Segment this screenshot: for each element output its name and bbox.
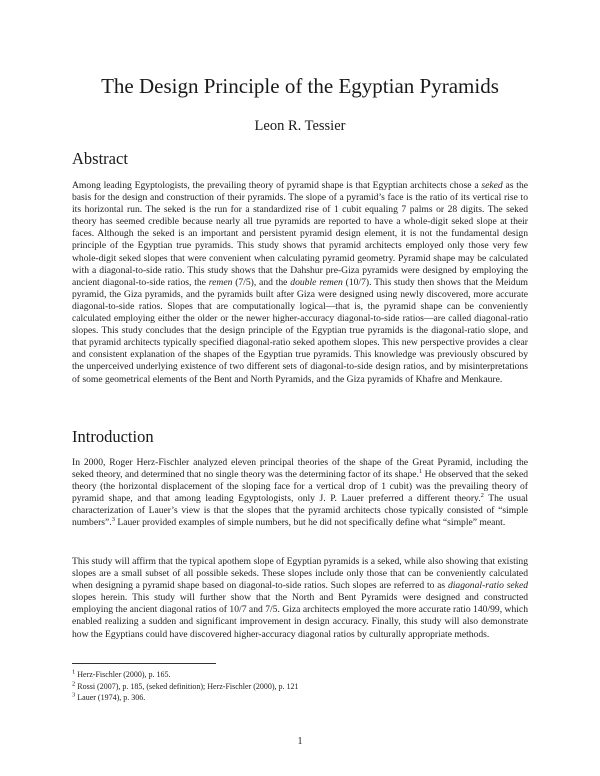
introduction-heading: Introduction: [72, 427, 154, 446]
introduction-paragraph-1: [72, 457, 528, 530]
text-run: Lauer provided examples of simple numbers, but he did not specifically define what “simple” meant.: [114, 517, 506, 529]
abstract-paragraph: [72, 180, 528, 386]
text-run: He observed that the seked theory (the horizontal displacement of the sloping face for a vertical drop of 1 cubit) was the prevailing theory of pyramid shape, and that among leading Egyptologists, only J. P. Lauer preferred a different theory.: [72, 469, 529, 505]
footnote-divider: [72, 663, 216, 664]
abstract-heading: Abstract: [72, 149, 128, 168]
footnote-ref[interactable]: 1: [418, 467, 423, 475]
footnote-ref[interactable]: 3: [111, 516, 115, 524]
page-number: 1: [297, 736, 303, 747]
text-run-italic: seked: [481, 180, 503, 191]
footnote-item: [72, 669, 528, 681]
footnote-text: Lauer (1974), p. 306.: [75, 693, 146, 703]
author-name: Leon R. Tessier: [254, 118, 346, 134]
text-run: Among leading Egyptologists, the prevailing theory of pyramid shape is that Egyptian architects chose a: [72, 180, 482, 191]
text-run: (7/5), and the: [232, 276, 291, 288]
footnote-item: [72, 681, 528, 693]
text-run: as the basis for the design and construction of their pyramids. The slope of a pyramid’s face is the ratio of its vertical rise to its horizontal run. The seked is the run for a standardized rise of 1 cubit equaling 7 palms or 28 digits. The seked theory has seemed credible because nearly all true pyramids are reported to have a whole-digit seked slope at their faces. Although the seked is an important and persistent pyramid design element, it is not the fundamental design principle of the Egyptian true pyramids. This study shows that pyramid architects employed only those very few whole-digit seked slopes that were convenient when calculating pyramid geometry. Pyramid shape may be calculated with a diagonal-to-side ratio. This study shows that the Dahshur pre-Giza pyramids were designed by employing the ancient diagonal-to-side ratios, the: [72, 180, 528, 288]
footnote-text: Rossi (2007), p. 185, (seked definition); Herz-Fischler (2000), p. 121: [75, 681, 299, 691]
footnote-number: 3: [72, 691, 76, 699]
document-title: The Design Principle of the Egyptian Pyramids: [101, 74, 499, 98]
footnote-item: [72, 692, 528, 704]
text-run: The usual characterization of Lauer’s view is that the slopes that the pyramid architects chose typically consisted of “simple numbers”.: [72, 493, 528, 529]
footnote-number: 2: [72, 679, 76, 687]
footnotes: [72, 669, 528, 704]
text-run: This study will affirm that the typical apothem slope of Egyptian pyramids is a seked, while also showing that existing slopes are a small subset of all possible sekeds. These slopes include only those that can be conveniently calculated when designing a pyramid shape based on diagonal-to-side ratios. Such slopes are referred to as: [72, 556, 528, 592]
text-run: (10/7). This study then shows that the Meidum pyramid, the Giza pyramids, and the pyramids built after Giza were designed using newly discovered, more accurate diagonal-to-side ratios. Slopes that are computationally logical—that is, the pyramid shape can be conveniently calculated employing either the older or the newer higher-accuracy diagonal-to-side ratios—are called diagonal-ratio slopes. This study concludes that the design principle of the Egyptian true pyramids is the diagonal-ratio slope, and that pyramid architects typically specified diagonal-ratio seked apothem slopes. This new perspective provides a clear and consistent explanation of the shapes of the Egyptian true pyramids. This knowledge was previously obscured by the unperceived underlying existence of two different sets of diagonal-to-side design ratios, and by misinterpretations of some geometrical elements of the Bent and North Pyramids, and the Giza pyramids of Khafre and Menkaure.: [72, 276, 528, 385]
text-run-italic: remen: [208, 276, 233, 288]
text-run-italic: diagonal-ratio seked: [447, 580, 528, 592]
text-run-italic: double remen: [290, 276, 343, 288]
text-run: In 2000, Roger Herz-Fischler analyzed eleven principal theories of the shape of the Great Pyramid, including the seked theory, and determined that no single theory was the determining factor of its shape.: [72, 457, 528, 481]
footnote-number: 1: [72, 668, 76, 676]
footnote-text: Herz-Fischler (2000), p. 165.: [75, 670, 171, 679]
footnote-ref[interactable]: 2: [480, 492, 484, 500]
introduction-paragraph-2: [72, 556, 528, 641]
text-run: slopes herein. This study will further show that the North and Bent Pyramids were designed and constructed employing the ancient diagonal ratios of 10/7 and 7/5. Giza architects employed the more accurate ratio 140/99, which enabled realizing a sudden and significant improvement in design accuracy. Finally, this study will also demonstrate how the Egyptians could have discovered higher-accuracy diagonal ratios by culturally appropriate methods.: [72, 592, 528, 640]
